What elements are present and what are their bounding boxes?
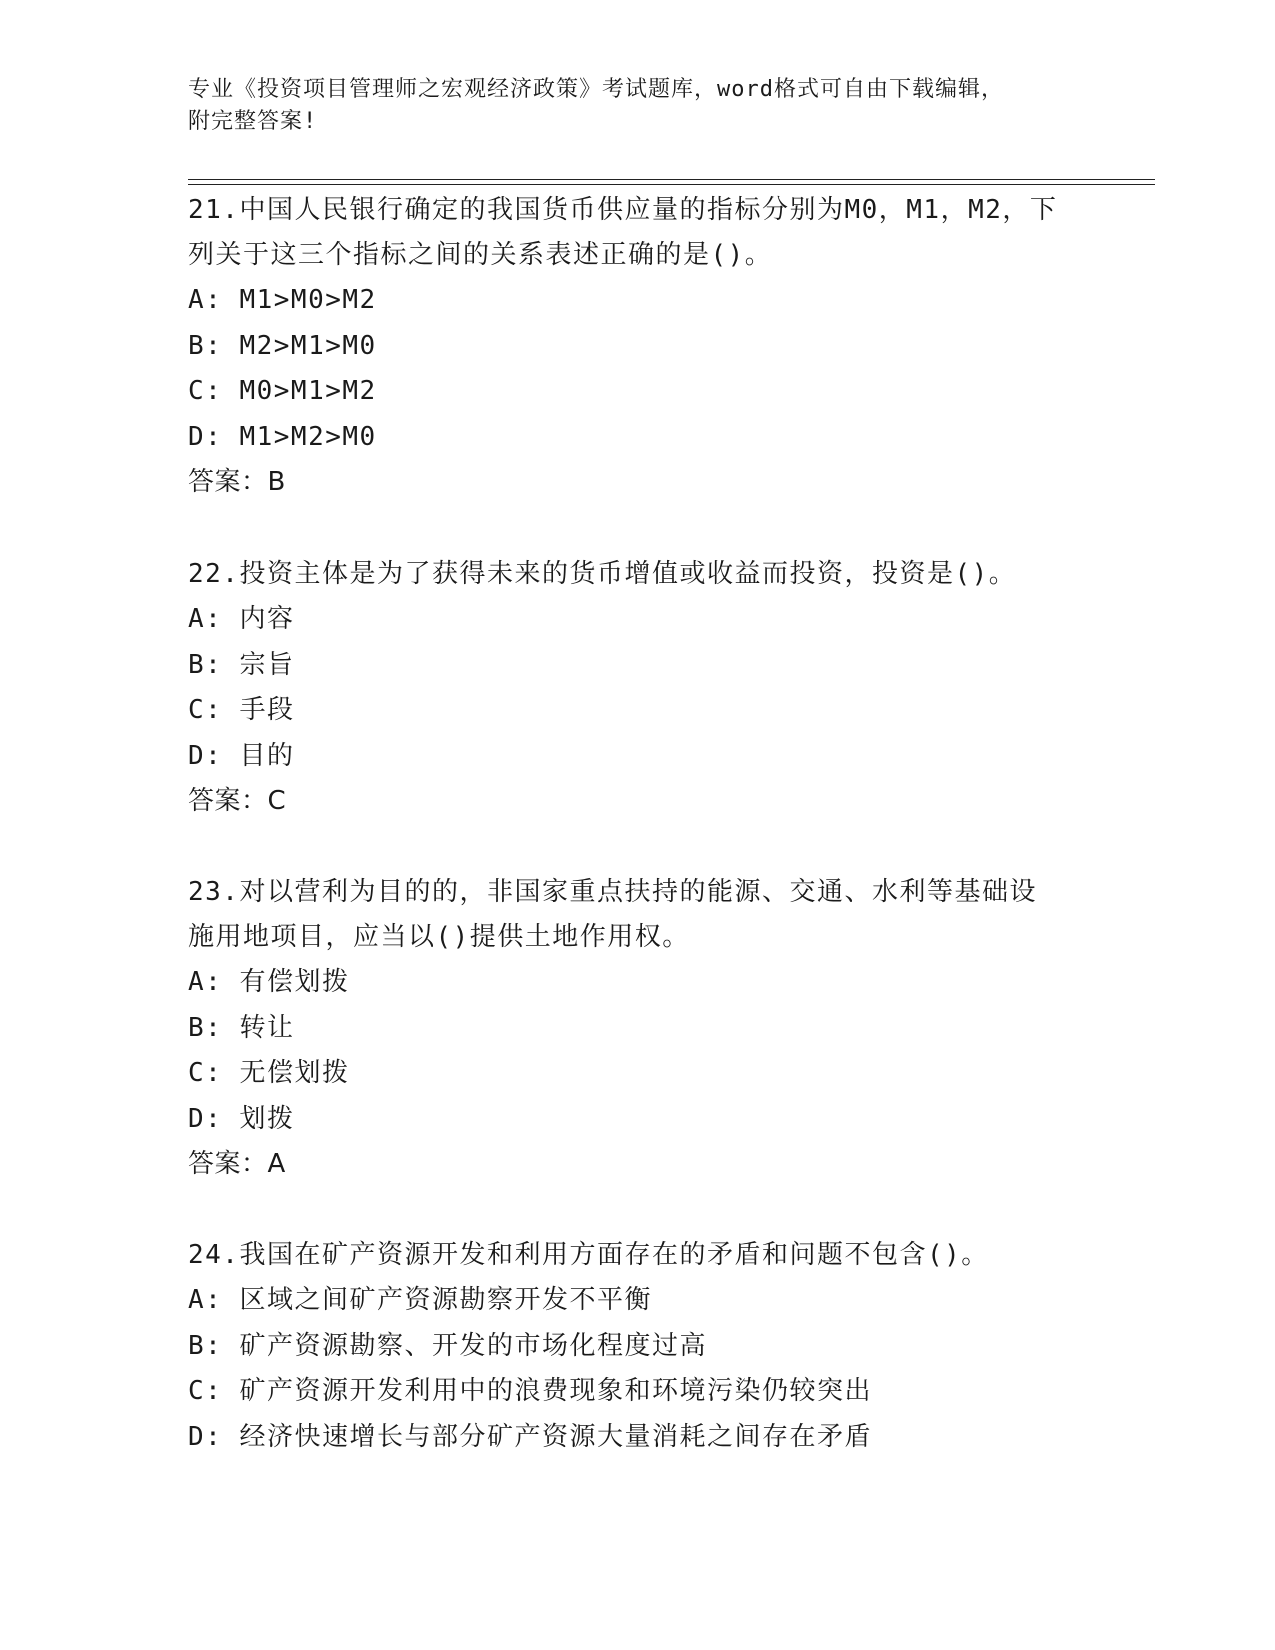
header-divider-bottom — [188, 184, 1155, 185]
question-stem-line: 22.投资主体是为了获得未来的货币增值或收益而投资，投资是()。 — [188, 559, 1017, 589]
question-stem-line: 列关于这三个指标之间的关系表述正确的是()。 — [188, 240, 773, 270]
question-stem-line: 24.我国在矿产资源开发和利用方面存在的矛盾和问题不包含()。 — [188, 1240, 989, 1270]
option-d: D: 目的 — [188, 740, 295, 771]
question-stem — [188, 870, 1088, 960]
question-stem-line: 21.中国人民银行确定的我国货币供应量的指标分别为M0，M1，M2，下 — [188, 195, 1058, 225]
option-b: B: 宗旨 — [188, 649, 295, 680]
answer-text: 答案：A — [188, 1149, 286, 1179]
option-a: A: 内容 — [188, 604, 295, 634]
option-a: A: M1>M0>M2 — [188, 285, 377, 315]
question-24 — [188, 1233, 1088, 1460]
question-23 — [188, 870, 1088, 1188]
header-line-1: 专业《投资项目管理师之宏观经济政策》考试题库，word格式可自由下载编辑， — [188, 77, 1004, 102]
question-stem-line: 施用地项目，应当以()提供土地作用权。 — [188, 922, 690, 952]
option-a: A: 区域之间矿产资源勘察开发不平衡 — [188, 1285, 652, 1315]
question-21 — [188, 188, 1088, 506]
question-stem — [188, 188, 1088, 278]
question-22 — [188, 552, 1088, 825]
option-c: C: M0>M1>M2 — [188, 376, 377, 406]
answer-text: 答案：B — [188, 467, 286, 497]
option-d: D: M1>M2>M0 — [188, 421, 377, 452]
option-b: B: 矿产资源勘察、开发的市场化程度过高 — [188, 1330, 707, 1361]
question-stem — [188, 1233, 1088, 1278]
header-divider-top — [188, 179, 1155, 180]
option-c: C: 无偿划拨 — [188, 1058, 350, 1088]
option-d: D: 划拨 — [188, 1103, 295, 1134]
question-stem-line: 23.对以营利为目的的，非国家重点扶持的能源、交通、水利等基础设 — [188, 877, 1037, 907]
option-a: A: 有偿划拨 — [188, 967, 350, 997]
option-c: C: 手段 — [188, 695, 295, 725]
option-d: D: 经济快速增长与部分矿产资源大量消耗之间存在矛盾 — [188, 1421, 872, 1452]
header-line-2: 附完整答案! — [188, 109, 318, 134]
option-b: B: M2>M1>M0 — [188, 330, 377, 361]
answer-text: 答案：C — [188, 786, 287, 816]
option-b: B: 转让 — [188, 1012, 295, 1043]
option-c: C: 矿产资源开发利用中的浪费现象和环境污染仍较突出 — [188, 1376, 872, 1406]
question-stem — [188, 552, 1088, 597]
document-header — [188, 74, 1088, 138]
